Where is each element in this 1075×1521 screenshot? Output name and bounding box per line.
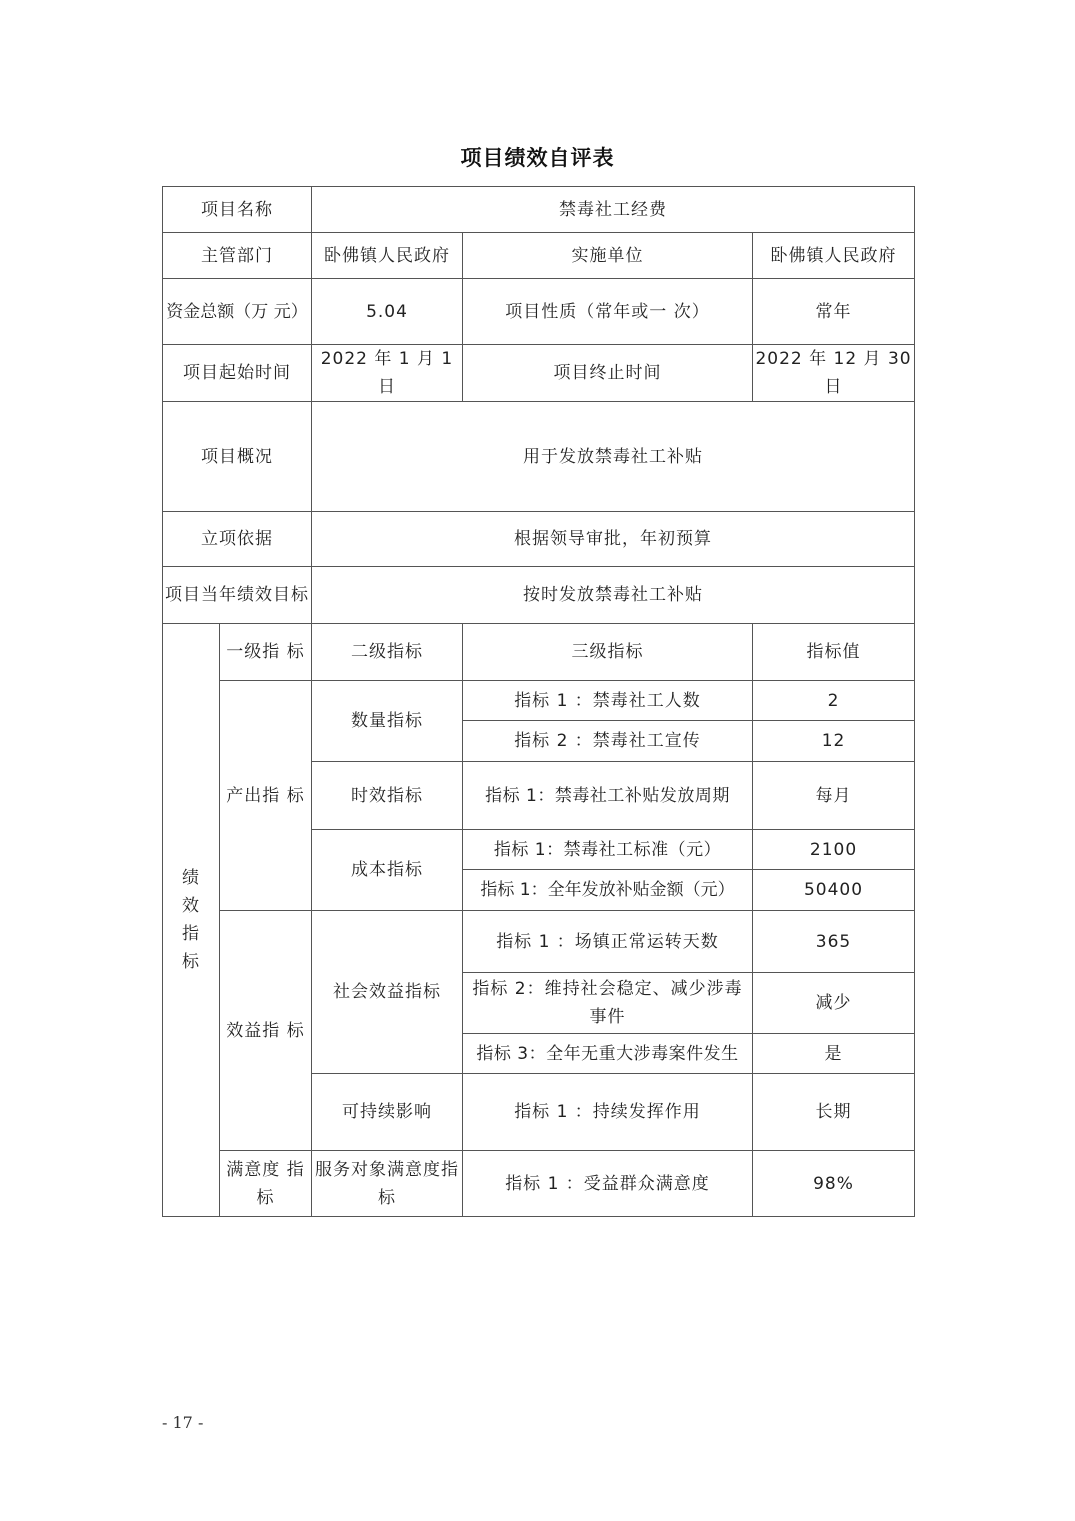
- col-header-level1: 一级指 标: [220, 624, 312, 681]
- page-title: 项目绩效自评表: [460, 145, 615, 170]
- end-label: 项目终止时间: [463, 345, 753, 402]
- page-number: - 17 -: [162, 1413, 204, 1432]
- indicator-value: 长期: [753, 1074, 915, 1151]
- level1-output: 产出指 标: [220, 681, 312, 911]
- indicator-value: 2: [753, 681, 915, 721]
- level1-satisfaction: 满意度 指标: [220, 1151, 312, 1217]
- indicator-name: 指标 1：全年发放补贴金额（元）: [463, 870, 753, 911]
- indicator-name: 指标 1 ：场镇正常运转天数: [463, 911, 753, 973]
- dept-value: 卧佛镇人民政府: [312, 233, 463, 279]
- indicator-value: 50400: [753, 870, 915, 911]
- level2-service: 服务对象满意度指标: [312, 1151, 463, 1217]
- col-header-level2: 二级指标: [312, 624, 463, 681]
- impl-value: 卧佛镇人民政府: [753, 233, 915, 279]
- indicator-name: 指标 2 ：禁毒社工宣传: [463, 721, 753, 762]
- indicator-name: 指标 1 ：受益群众满意度: [463, 1151, 753, 1217]
- basis-label: 立项依据: [163, 512, 312, 567]
- indicator-value: 98%: [753, 1151, 915, 1217]
- indicator-value: 每月: [753, 762, 915, 830]
- nature-value: 常年: [753, 279, 915, 345]
- nature-label: 项目性质（常年或一 次）: [463, 279, 753, 345]
- col-header-level3: 三级指标: [463, 624, 753, 681]
- level2-social: 社会效益指标: [312, 911, 463, 1074]
- overview-value: 用于发放禁毒社工补贴: [312, 402, 915, 512]
- indicator-name: 指标 3：全年无重大涉毒案件发生: [463, 1034, 753, 1074]
- level2-quantity: 数量指标: [312, 681, 463, 762]
- side-label-cell: [163, 624, 220, 1217]
- performance-table: [162, 186, 915, 1217]
- dept-label: 主管部门: [163, 233, 312, 279]
- side-label: 绩效指标: [182, 868, 200, 972]
- indicator-value: 2100: [753, 830, 915, 870]
- indicator-name: 指标 1：禁毒社工标准（元）: [463, 830, 753, 870]
- funds-label: 资金总额（万 元）: [163, 279, 312, 345]
- overview-label: 项目概况: [163, 402, 312, 512]
- start-label: 项目起始时间: [163, 345, 312, 402]
- indicator-name: 指标 1：禁毒社工补贴发放周期: [463, 762, 753, 830]
- level1-benefit: 效益指 标: [220, 911, 312, 1151]
- funds-value: 5.04: [312, 279, 463, 345]
- goal-value: 按时发放禁毒社工补贴: [312, 567, 915, 624]
- indicator-name: 指标 1 ：禁毒社工人数: [463, 681, 753, 721]
- level2-sustain: 可持续影响: [312, 1074, 463, 1151]
- indicator-value: 是: [753, 1034, 915, 1074]
- impl-label: 实施单位: [463, 233, 753, 279]
- project-name-value: 禁毒社工经费: [312, 187, 915, 233]
- indicator-name: 指标 1 ：持续发挥作用: [463, 1074, 753, 1151]
- col-header-value: 指标值: [753, 624, 915, 681]
- end-value: 2022 年 12 月 30 日: [753, 345, 915, 402]
- project-name-label: 项目名称: [163, 187, 312, 233]
- indicator-value: 365: [753, 911, 915, 973]
- start-value: 2022 年 1 月 1 日: [312, 345, 463, 402]
- indicator-value: 12: [753, 721, 915, 762]
- indicator-name: 指标 2：维持社会稳定、减少涉毒事件: [463, 973, 753, 1034]
- level2-timeliness: 时效指标: [312, 762, 463, 830]
- goal-label: 项目当年绩效目标: [163, 567, 312, 624]
- basis-value: 根据领导审批，年初预算: [312, 512, 915, 567]
- level2-cost: 成本指标: [312, 830, 463, 911]
- indicator-value: 减少: [753, 973, 915, 1034]
